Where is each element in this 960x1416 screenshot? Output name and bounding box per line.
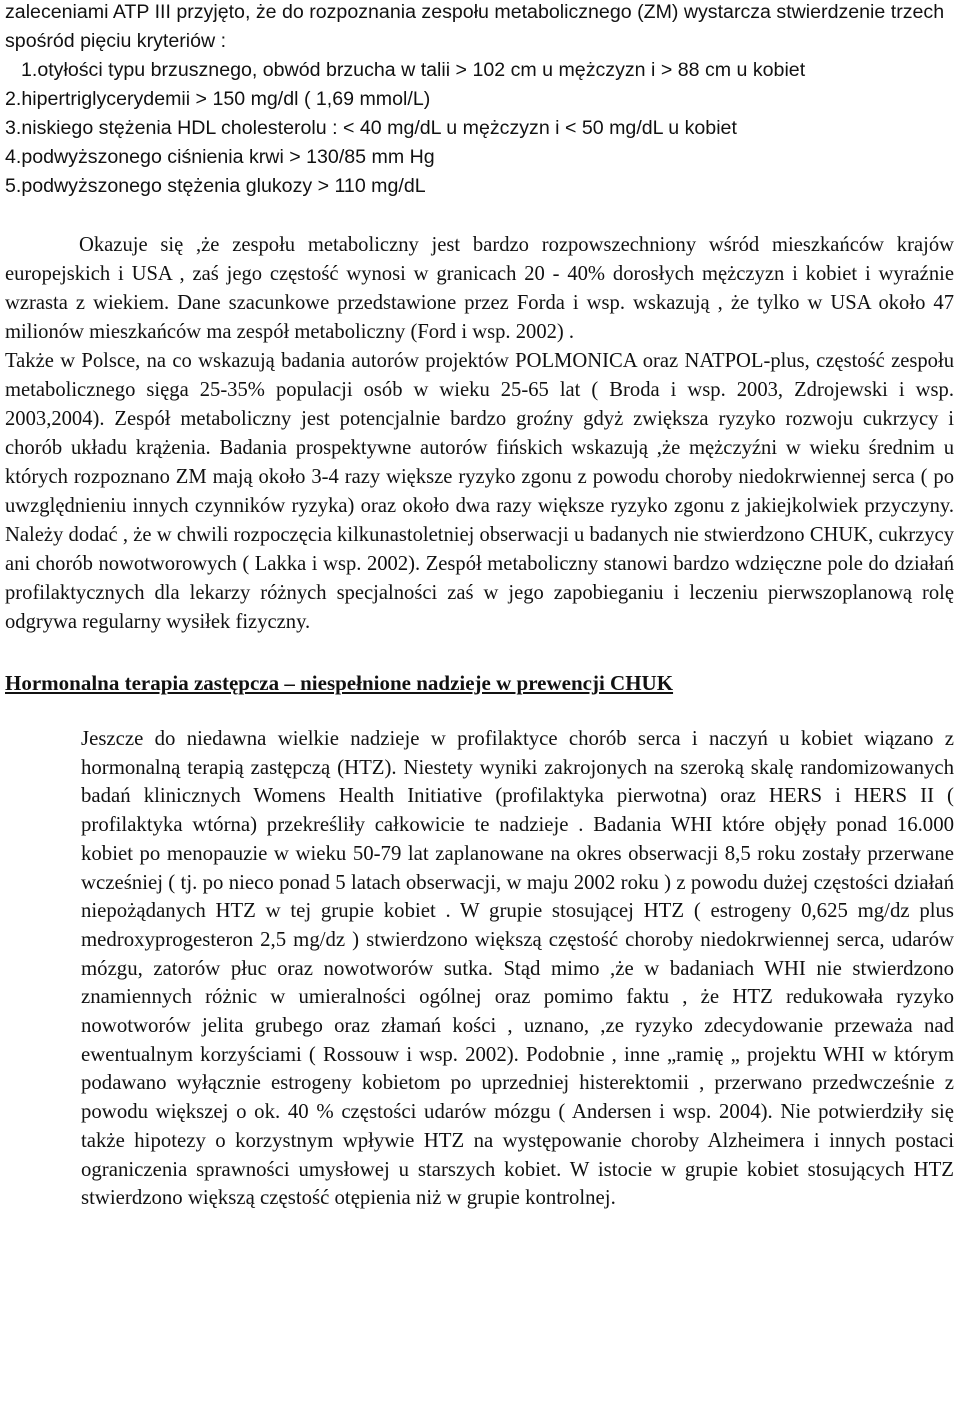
section-heading-hormone-therapy: Hormonalna terapia zastępcza – niespełnione nadzieje w prewencji CHUK: [5, 671, 674, 695]
hormone-therapy-paragraph: Jeszcze do niedawna wielkie nadzieje w profilaktyce chorób serca i naczyń u kobiet wiązano z hormonalną terapią zastępczą (HTZ). Niestety wyniki zakrojonych na szeroką skalę randomizowanych badań klinicznych Womens Health Initiative (profilaktyka pierwotna) oraz HERS i HERS II ( profilaktyka wtórna) przekreśliły całkowicie te nadzieje . Badania WHI które objęły ponad 16.000 kobiet po menopauzie w wieku 50-79 lat zaplanowane na okres obserwacji 8,5 roku zostały przerwane wcześniej ( tj. po nieco ponad 5 latach obserwacji, w maju 2002 roku ) z powodu dużej częstości działań niepożądanych HTZ w tej grupie kobiet . W grupie stosującej HTZ ( estrogeny 0,625 mg/dz plus medroxyprogesteron 2,5 mg/dz ) stwierdzono większą częstość choroby niedokrwiennej serca, udarów mózgu, zatorów płuc oraz nowotworów sutka. Stąd mimo ,że w badaniach WHI nie stwierdzono znamiennych różnic w umieralności ogólnej oraz pomimo faktu , że HTZ redukowała ryzyko nowotworów jelita grubego oraz złamań kości , uznano, ,ze ryzyko zdecydowanie przeważa nad ewentualnym korzyściami ( Rossouw i wsp. 2002). Podobnie , inne „ramię „ projektu WHI w którym podawano wyłącznie estrogeny kobietom po uprzedniej histerektomii , przerwano przedwcześnie z powodu większej o ok. 40 % częstości udarów mózgu ( Andersen i wsp. 2004). Nie potwierdziły się także hipotezy o korzystnym wpływie HTZ na występowanie choroby Alzheimera i innych postaci ograniczenia sprawności umysłowej u starszych kobiet. W istocie w grupie kobiet stosujących HTZ stwierdzono większą częstość otępienia niż w grupie kontrolnej.: [81, 727, 954, 1210]
criteria-item-hypertriglyceridemia: 2.hipertriglycerydemii > 150 mg/dl ( 1,69 mmol/L): [5, 88, 431, 110]
hormone-therapy-body: [81, 725, 954, 1213]
criteria-item-blood-pressure: 4.podwyższonego ciśnienia krwi > 130/85 mm Hg: [5, 146, 435, 168]
criteria-item-abdominal-obesity: 1.otyłości typu brzusznego, obwód brzucha w talii > 102 cm u mężczyzn i > 88 cm u kobiet: [21, 59, 806, 81]
criteria-item-low-hdl: 3.niskiego stężenia HDL cholesterolu : < 40 mg/dL u mężczyzn i < 50 mg/dL u kobiet: [5, 117, 737, 139]
criteria-block: [5, 0, 954, 201]
criteria-item-glucose: 5.podwyższonego stężenia glukozy > 110 mg/dL: [5, 175, 426, 197]
prevalence-paragraph: Okazuje się ,że zespołu metaboliczny jest bardzo rozpowszechniony wśród mieszkańców krajów europejskich i USA , zaś jego częstość wynosi w granicach 20 - 40% dorosłych mężczyzn i kobiet i wyraźnie wzrasta z wiekiem. Dane szacunkowe przedstawione przez Forda i wsp. wskazują , że tylko w USA około 47 milionów mieszkańców ma zespół metaboliczny (Ford i wsp. 2002) .: [5, 234, 954, 343]
criteria-list: [5, 56, 954, 201]
criteria-intro: zaleceniami ATP III przyjęto, że do rozpoznania zespołu metabolicznego (ZM) wystarcza stwierdzenie trzech spośród pięciu kryteriów :: [5, 1, 945, 52]
poland-risk-paragraph: Także w Polsce, na co wskazują badania autorów projektów POLMONICA oraz NATPOL-plus, częstość zespołu metabolicznego sięga 25-35% populacji osób w wieku 25-65 lat ( Broda i wsp. 2003, Zdrojewski i wsp. 2003,2004). Zespół metaboliczny jest potencjalnie bardzo groźny gdyż zwiększa ryzyko rozwoju cukrzycy i chorób układu krążenia. Badania prospektywne autorów fińskich wskazują ,że mężczyźni w wieku średnim u których rozpoznano ZM mają około 3-4 razy większe ryzyko zgonu z powodu choroby niedokrwiennej serca ( po uwzględnieniu innych czynników ryzyka) oraz około dwa razy większe ryzyko zgonu z jakiejkolwiek przyczyny. Należy dodać , że w chwili rozpoczęcia kilkunastoletniej obserwacji u badanych nie stwierdzono CHUK, cukrzycy ani chorób nowotworowych ( Lakka i wsp. 2002). Zespół metaboliczny stanowi bardzo wdzięczne pole do działań profilaktycznych dla lekarzy różnych specjalności zaś w jego zapobieganiu i leczeniu pierwszoplanową rolę odgrywa regularny wysiłek fizyczny.: [5, 350, 954, 633]
